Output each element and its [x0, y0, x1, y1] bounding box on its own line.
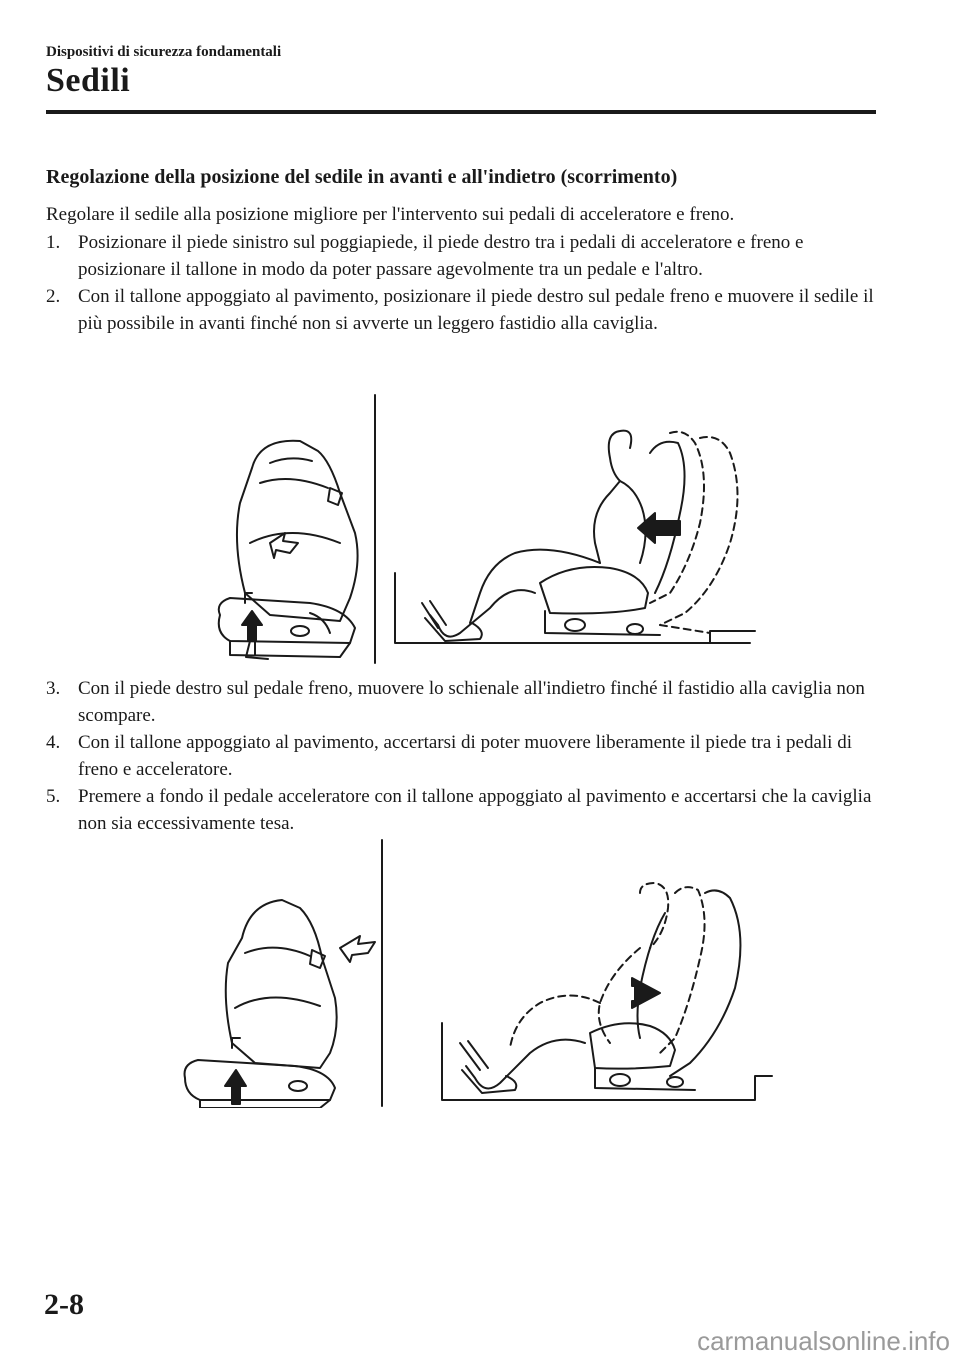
seat-perspective-drawing	[185, 900, 375, 1108]
step-text: Posizionare il piede sinistro sul poggiapiede, il piede destro tra i pedali di acceleratore e freno e posizionare il tallone in modo da poter passare agevolmente tra un pedale e l'altro.	[78, 232, 804, 280]
step-number: 1.	[46, 232, 61, 253]
step-text: Con il tallone appoggiato al pavimento, accertarsi di poter muovere liberamente il piede tra i pedali di freno e acceleratore.	[78, 732, 852, 780]
step-number: 3.	[46, 678, 61, 699]
seat-perspective-drawing	[219, 441, 358, 659]
step-number: 4.	[46, 732, 61, 753]
driver-side-view-drawing	[395, 431, 755, 643]
step-text: Premere a fondo il pedale acceleratore con il tallone appoggiato al pavimento e accertarsi che la caviglia non sia eccessivamente tesa.	[78, 786, 872, 834]
step-text: Con il tallone appoggiato al pavimento, posizionare il piede destro sul pedale freno e muovere il sedile il più possibile in avanti finché non si avverte un leggero fastidio alla caviglia.	[78, 286, 874, 334]
watermark: carmanualsonline.info	[697, 1326, 950, 1356]
page-number: 2-8	[44, 1288, 84, 1321]
steps-list-1	[46, 229, 876, 337]
step-text: Con il piede destro sul pedale freno, muovere lo schienale all'indietro finché il fastidio alla caviglia non scompare.	[78, 678, 865, 726]
step-item	[46, 283, 876, 337]
section-heading: Regolazione della posizione del sedile in avanti e all'indietro (scorrimento)	[46, 166, 678, 188]
step-number: 2.	[46, 286, 61, 307]
step-item	[46, 729, 876, 783]
page-title: Sedili	[46, 62, 131, 99]
backrest-recline-illustration	[170, 838, 780, 1108]
step-item	[46, 783, 876, 837]
header-divider	[46, 110, 876, 114]
step-item	[46, 675, 876, 729]
step-number: 5.	[46, 786, 61, 807]
seat-slide-illustration	[190, 393, 770, 665]
driver-side-view-drawing	[442, 883, 772, 1100]
header-section-label: Dispositivi di sicurezza fondamentali	[46, 44, 282, 60]
step-item	[46, 229, 876, 283]
intro-paragraph: Regolare il sedile alla posizione migliore per l'intervento sui pedali di acceleratore e freno.	[46, 204, 735, 225]
steps-list-2	[46, 675, 876, 837]
